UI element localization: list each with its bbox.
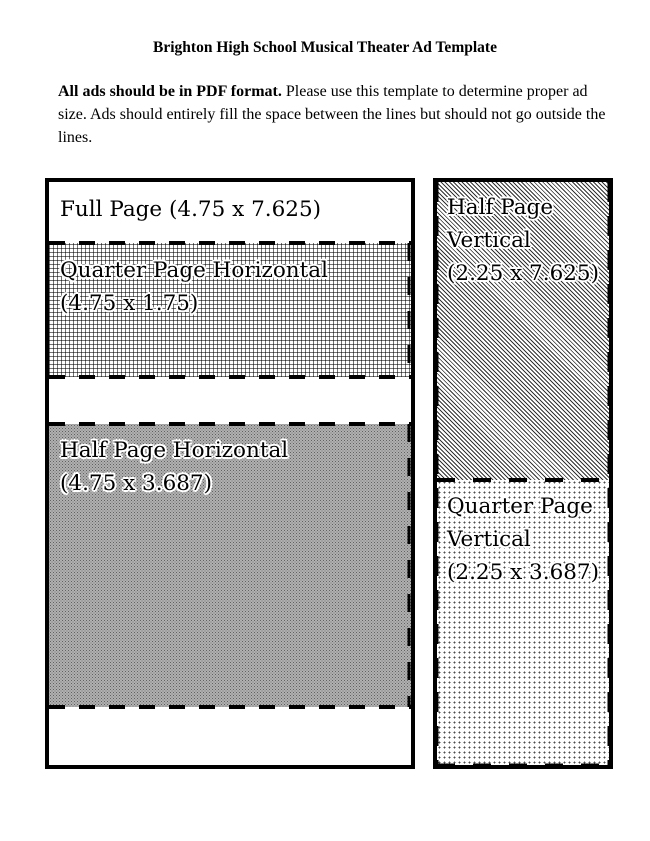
full-page-size: (4.75 x 7.625) [169,197,322,222]
quarter-vertical-size: (2.25 x 3.687) [447,560,599,585]
half-vertical-name-line2: Vertical [447,228,531,253]
instructions-body: Please use this template to determine proper ad size. Ads should entirely fill the space between the lines but should not go outside the lines. [58,83,606,146]
instructions-bold: All ads should be in PDF format. [58,83,282,100]
half-vertical-name-line1: Half Page [447,195,554,220]
page-title: Brighton High School Musical Theater Ad Template [153,39,497,56]
quarter-horizontal-size: (4.75 x 1.75) [60,291,199,316]
full-page-name: Full Page [60,197,163,222]
quarter-horizontal-name: Quarter Page Horizontal [60,258,328,283]
half-horizontal-name: Half Page Horizontal [60,438,289,463]
half-horizontal-size: (4.75 x 3.687) [60,471,212,496]
half-vertical-size: (2.25 x 7.625) [447,261,599,286]
quarter-vertical-name-line1: Quarter Page [447,494,593,519]
quarter-vertical-name-line2: Vertical [447,527,531,552]
